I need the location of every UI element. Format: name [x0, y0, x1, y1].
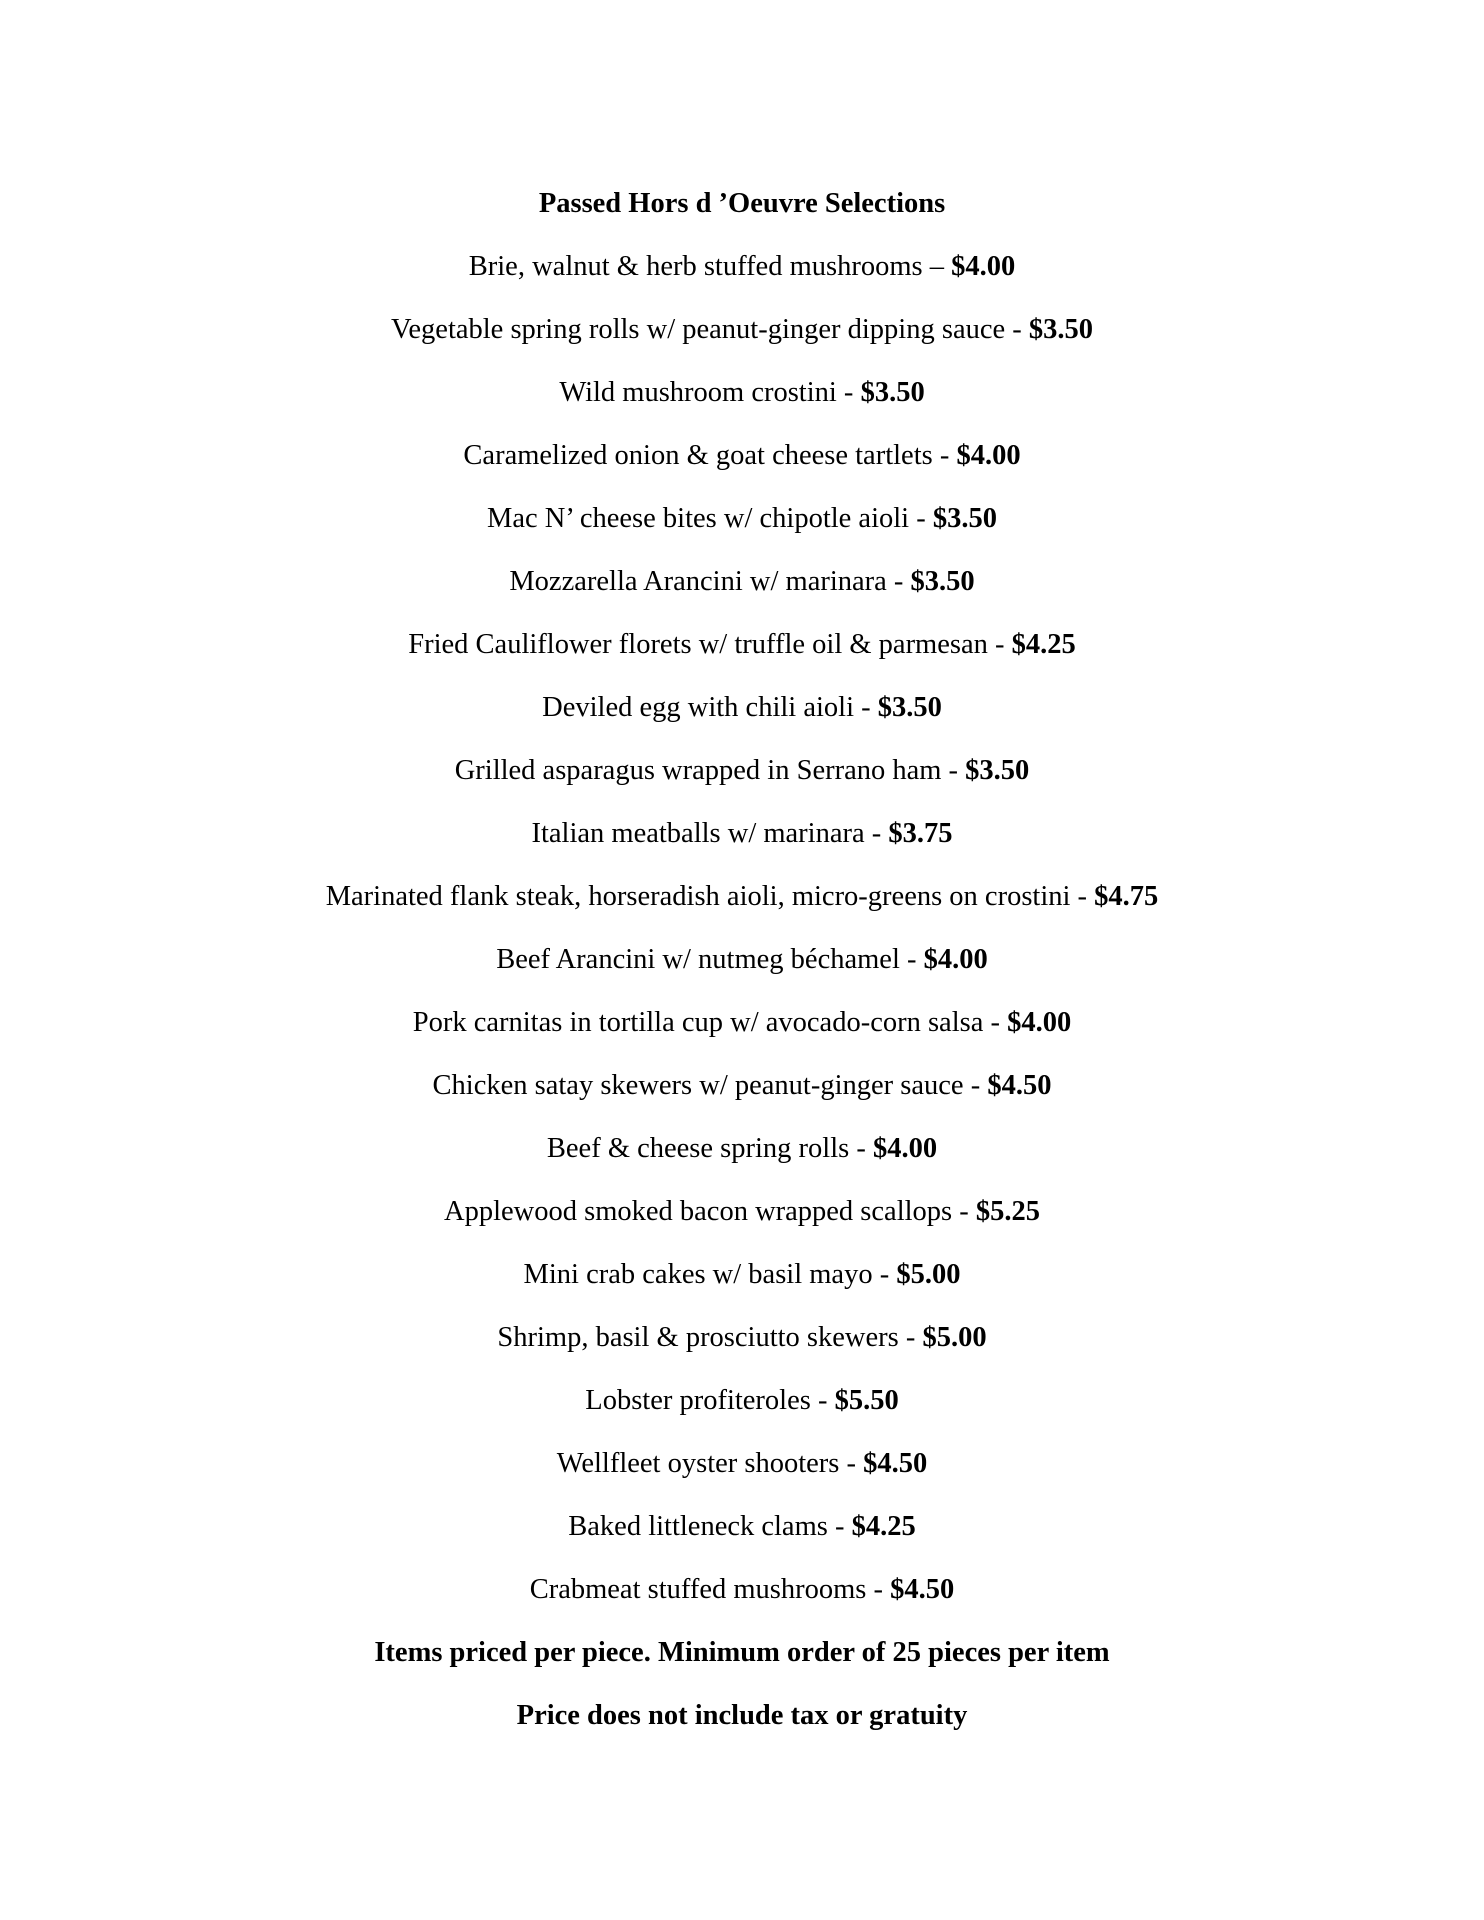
- menu-item: [0, 613, 1484, 676]
- menu-item: [0, 235, 1484, 298]
- menu-item-name: Applewood smoked bacon wrapped scallops -: [444, 1196, 969, 1227]
- menu-item-price: $3.50: [877, 692, 942, 723]
- menu-item-price: $3.50: [910, 566, 975, 597]
- menu-item-name: Caramelized onion & goat cheese tartlets -: [463, 440, 950, 471]
- menu-title: Passed Hors d ’Oeuvre Selections: [538, 188, 946, 219]
- menu-item-price: $3.50: [932, 503, 997, 534]
- menu-item: [0, 487, 1484, 550]
- menu-item: [0, 298, 1484, 361]
- menu-item-name: Grilled asparagus wrapped in Serrano ham -: [454, 755, 959, 786]
- menu-item: [0, 1117, 1484, 1180]
- menu-item-price: $4.50: [863, 1448, 928, 1479]
- menu-item-price: $5.50: [834, 1385, 899, 1416]
- menu-item-price: $5.25: [975, 1196, 1040, 1227]
- menu-item-name: Chicken satay skewers w/ peanut-ginger sauce -: [432, 1070, 981, 1101]
- menu-item-name: Wild mushroom crostini -: [559, 377, 854, 408]
- menu-item-price: $4.25: [1011, 629, 1076, 660]
- menu-item-name: Fried Cauliflower florets w/ truffle oil & parmesan -: [408, 629, 1005, 660]
- menu-item: [0, 991, 1484, 1054]
- menu-item-name: Pork carnitas in tortilla cup w/ avocado-corn salsa -: [412, 1007, 1000, 1038]
- menu-item-price: $4.00: [923, 944, 988, 975]
- menu-item-name: Baked littleneck clams -: [568, 1511, 845, 1542]
- menu-item-name: Shrimp, basil & prosciutto skewers -: [497, 1322, 916, 1353]
- menu-item: [0, 1369, 1484, 1432]
- menu-item-price: $4.00: [951, 251, 1016, 282]
- menu-item: [0, 361, 1484, 424]
- menu-item: [0, 424, 1484, 487]
- menu-item: [0, 802, 1484, 865]
- menu-item-price: $4.75: [1094, 881, 1159, 912]
- menu-item: [0, 739, 1484, 802]
- menu-item-name: Lobster profiteroles -: [585, 1385, 828, 1416]
- menu-item-name: Mini crab cakes w/ basil mayo -: [523, 1259, 890, 1290]
- menu-item-name: Marinated flank steak, horseradish aioli, micro-greens on crostini -: [325, 881, 1088, 912]
- tax-note: Price does not include tax or gratuity: [516, 1700, 968, 1731]
- menu-item: [0, 550, 1484, 613]
- menu-item: [0, 1180, 1484, 1243]
- menu-item-price: $5.00: [896, 1259, 961, 1290]
- menu-item: [0, 1306, 1484, 1369]
- menu-item-price: $3.50: [965, 755, 1030, 786]
- menu-item: [0, 1558, 1484, 1621]
- menu-item-name: Mac N’ cheese bites w/ chipotle aioli -: [487, 503, 926, 534]
- menu-item-name: Vegetable spring rolls w/ peanut-ginger dipping sauce -: [390, 314, 1022, 345]
- menu-item: [0, 865, 1484, 928]
- menu-item-price: $4.50: [890, 1574, 955, 1605]
- menu-item-name: Mozzarella Arancini w/ marinara -: [509, 566, 904, 597]
- menu-item-price: $4.00: [1007, 1007, 1072, 1038]
- menu-item: [0, 928, 1484, 991]
- menu-item-name: Crabmeat stuffed mushrooms -: [529, 1574, 884, 1605]
- menu-item-name: Italian meatballs w/ marinara -: [531, 818, 882, 849]
- menu-item-price: $3.75: [888, 818, 953, 849]
- menu-item: [0, 1243, 1484, 1306]
- menu-item-price: $3.50: [860, 377, 925, 408]
- hors-doeuvre-menu: [0, 172, 1484, 1747]
- menu-item-name: Beef Arancini w/ nutmeg béchamel -: [496, 944, 917, 975]
- pricing-note: Items priced per piece. Minimum order of 25 pieces per item: [374, 1637, 1110, 1668]
- menu-item-price: $3.50: [1028, 314, 1094, 345]
- menu-item-price: $4.00: [956, 440, 1021, 471]
- menu-item: [0, 1054, 1484, 1117]
- menu-item-price: $4.00: [872, 1133, 938, 1164]
- menu-item-price: $4.50: [987, 1070, 1052, 1101]
- menu-item-name: Wellfleet oyster shooters -: [556, 1448, 856, 1479]
- menu-item-price: $5.00: [922, 1322, 987, 1353]
- menu-item-price: $4.25: [851, 1511, 916, 1542]
- menu-item: [0, 676, 1484, 739]
- menu-item-name: Deviled egg with chili aioli -: [542, 692, 871, 723]
- menu-item-name: Brie, walnut & herb stuffed mushrooms –: [468, 251, 944, 282]
- menu-item: [0, 1495, 1484, 1558]
- menu-item: [0, 1432, 1484, 1495]
- menu-item-name: Beef & cheese spring rolls -: [546, 1133, 866, 1164]
